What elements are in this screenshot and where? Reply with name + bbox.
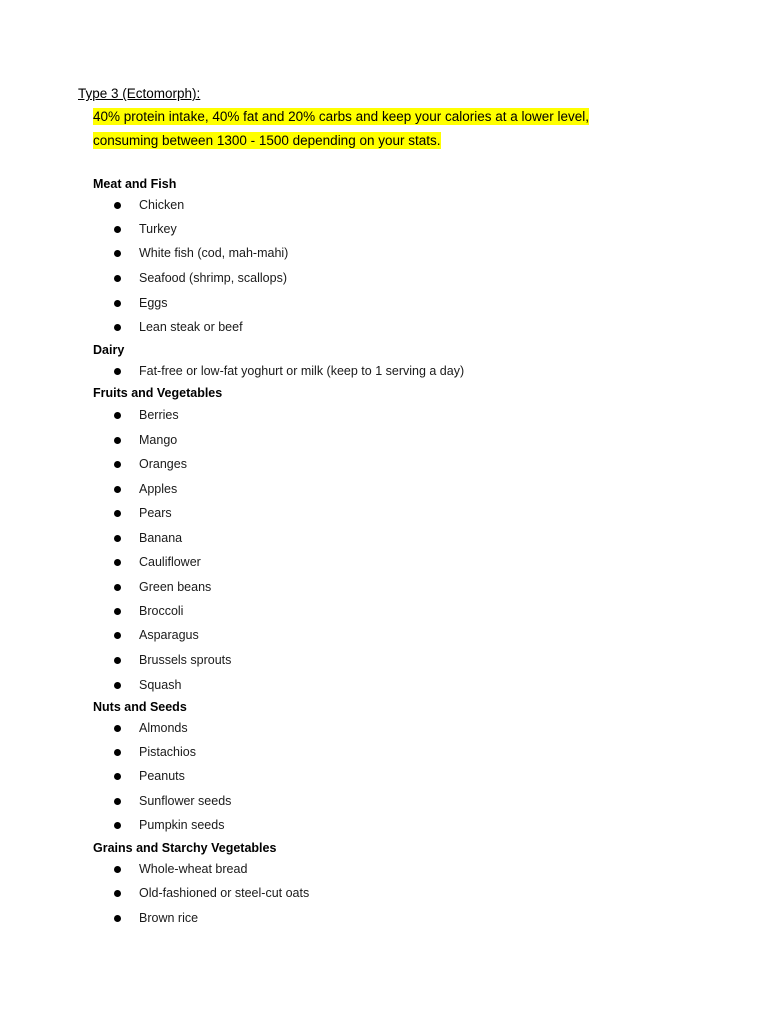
list-item xyxy=(114,628,199,642)
bullet-icon xyxy=(114,632,121,639)
list-item xyxy=(114,653,231,667)
list-item xyxy=(114,296,168,310)
bullet-icon xyxy=(114,866,121,873)
bullet-icon xyxy=(114,535,121,542)
list-item-label: Almonds xyxy=(139,721,188,735)
highlighted-text: consuming between 1300 - 1500 depending on your stats. xyxy=(93,133,441,148)
bullet-icon xyxy=(114,368,121,375)
bullet-icon xyxy=(114,773,121,780)
list-item xyxy=(114,769,185,783)
list-item xyxy=(114,271,287,285)
list-item-label: Broccoli xyxy=(139,604,184,618)
list-item xyxy=(114,320,243,334)
list-item-label: Brussels sprouts xyxy=(139,653,232,667)
section-heading: Fruits and Vegetables xyxy=(93,386,223,400)
intro-line-1 xyxy=(93,108,589,126)
bullet-icon xyxy=(114,608,121,615)
bullet-icon xyxy=(114,437,121,444)
list-item xyxy=(114,745,196,759)
list-item-label: Whole-wheat bread xyxy=(139,862,248,876)
list-item-label: Asparagus xyxy=(139,628,199,642)
list-item xyxy=(114,222,177,236)
list-item xyxy=(114,604,183,618)
list-item-label: Pistachios xyxy=(139,745,196,759)
list-item-label: Fat-free or low-fat yoghurt or milk (keep to 1 serving a day) xyxy=(139,364,465,378)
section-heading: Grains and Starchy Vegetables xyxy=(93,841,277,855)
list-item xyxy=(114,246,288,260)
list-item xyxy=(114,506,172,520)
list-item xyxy=(114,862,247,876)
bullet-icon xyxy=(114,584,121,591)
list-item xyxy=(114,482,177,496)
list-item xyxy=(114,911,198,925)
list-item xyxy=(114,721,188,735)
list-item-label: Green beans xyxy=(139,580,212,594)
list-item-label: Banana xyxy=(139,531,183,545)
bullet-icon xyxy=(114,657,121,664)
bullet-icon xyxy=(114,275,121,282)
list-item xyxy=(114,886,309,900)
bullet-icon xyxy=(114,226,121,233)
bullet-icon xyxy=(114,890,121,897)
list-item-label: Squash xyxy=(139,678,182,692)
bullet-icon xyxy=(114,461,121,468)
bullet-icon xyxy=(114,486,121,493)
list-item-label: Pumpkin seeds xyxy=(139,818,225,832)
list-item xyxy=(114,794,231,808)
list-item-label: Brown rice xyxy=(139,911,199,925)
section-heading: Nuts and Seeds xyxy=(93,700,187,714)
section-heading: Meat and Fish xyxy=(93,177,177,191)
bullet-icon xyxy=(114,202,121,209)
list-item-label: Cauliflower xyxy=(139,555,201,569)
list-item-label: Turkey xyxy=(139,222,177,236)
list-item-label: Berries xyxy=(139,408,179,422)
list-item xyxy=(114,818,224,832)
list-item xyxy=(114,433,177,447)
list-item xyxy=(114,678,181,692)
bullet-icon xyxy=(114,915,121,922)
list-item-label: Old-fashioned or steel-cut oats xyxy=(139,886,310,900)
bullet-icon xyxy=(114,250,121,257)
list-item-label: White fish (cod, mah-mahi) xyxy=(139,246,289,260)
list-item-label: Oranges xyxy=(139,457,187,471)
list-item xyxy=(114,580,211,594)
list-item xyxy=(114,457,187,471)
bullet-icon xyxy=(114,559,121,566)
list-item-label: Eggs xyxy=(139,296,168,310)
list-item-label: Mango xyxy=(139,433,178,447)
bullet-icon xyxy=(114,300,121,307)
list-item-label: Lean steak or beef xyxy=(139,320,243,334)
document-title: Type 3 (Ectomorph): xyxy=(78,86,201,101)
bullet-icon xyxy=(114,682,121,689)
bullet-icon xyxy=(114,798,121,805)
highlighted-text: 40% protein intake, 40% fat and 20% carbs and keep your calories at a lower level, xyxy=(93,109,590,124)
bullet-icon xyxy=(114,725,121,732)
bullet-icon xyxy=(114,324,121,331)
list-item-label: Pears xyxy=(139,506,172,520)
list-item xyxy=(114,408,179,422)
list-item xyxy=(114,198,184,212)
section-heading: Dairy xyxy=(93,343,125,357)
list-item xyxy=(114,555,201,569)
list-item-label: Apples xyxy=(139,482,178,496)
list-item-label: Seafood (shrimp, scallops) xyxy=(139,271,287,285)
intro-line-2 xyxy=(93,132,441,150)
list-item-label: Sunflower seeds xyxy=(139,794,232,808)
list-item-label: Chicken xyxy=(139,198,185,212)
list-item xyxy=(114,364,464,378)
bullet-icon xyxy=(114,749,121,756)
bullet-icon xyxy=(114,510,121,517)
list-item xyxy=(114,531,182,545)
bullet-icon xyxy=(114,822,121,829)
list-item-label: Peanuts xyxy=(139,769,185,783)
bullet-icon xyxy=(114,412,121,419)
